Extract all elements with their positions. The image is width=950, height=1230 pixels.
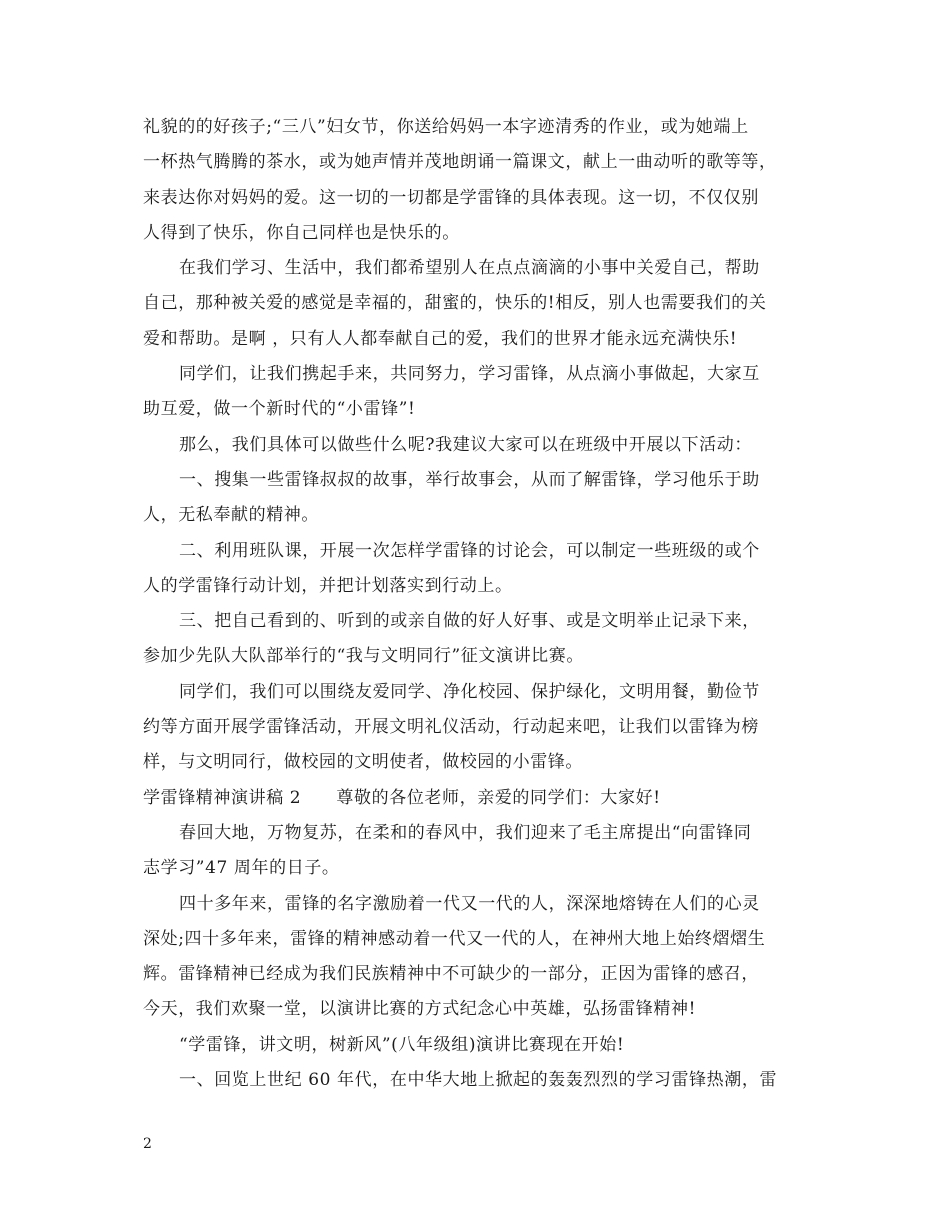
text-line: 约等方面开展学雷锋活动，开展文明礼仪活动，行动起来吧，让我们以雷锋为榜 (143, 717, 759, 738)
text-line: 学雷锋精神演讲稿 2 尊敬的各位老师，亲爱的同学们：大家好! (143, 787, 661, 808)
text-line: 在我们学习、生活中，我们都希望别人在点点滴滴的小事中关爱自己，帮助 (179, 258, 760, 279)
text-line: 三、把自己看到的、听到的或亲自做的好人好事、或是文明举止记录下来， (179, 611, 760, 632)
text-line: 来表达你对妈妈的爱。这一切的一切都是学雷锋的具体表现。这一切，不仅仅别 (143, 187, 759, 208)
text-line: 同学们，让我们携起手来，共同努力，学习雷锋，从点滴小事做起，大家互 (179, 364, 760, 385)
text-line: 辉。雷锋精神已经成为我们民族精神中不可缺少的一部分，正因为雷锋的感召， (143, 964, 759, 985)
text-line: 助互爱，做一个新时代的“小雷锋”! (143, 399, 416, 420)
text-line: 深处;四十多年来，雷锋的精神感动着一代又一代的人，在神州大地上始终熠熠生 (143, 928, 766, 949)
text-line: 春回大地，万物复苏，在柔和的春风中，我们迎来了毛主席提出“向雷锋同 (179, 822, 752, 843)
text-line: 一杯热气腾腾的茶水，或为她声情并茂地朗诵一篇课文，献上一曲动听的歌等等， (143, 152, 777, 173)
text-line: 自己，那种被关爱的感觉是幸福的，甜蜜的，快乐的!相反，别人也需要我们的关 (143, 293, 767, 314)
text-line: 二、利用班队课，开展一次怎样学雷锋的讨论会，可以制定一些班级的或个 (179, 540, 760, 561)
text-line: 人，无私奉献的精神。 (143, 505, 319, 526)
page-number: 2 (143, 1136, 152, 1152)
text-line: 同学们，我们可以围绕友爱同学、净化校园、保护绿化，文明用餐，勤俭节 (179, 681, 760, 702)
text-line: 志学习”47 周年的日子。 (143, 858, 340, 879)
text-line: 爱和帮助。是啊 ，只有人人都奉献自己的爱，我们的世界才能永远充满快乐! (143, 328, 738, 349)
text-line: 一、搜集一些雷锋叔叔的故事，举行故事会，从而了解雷锋，学习他乐于助 (179, 469, 760, 490)
text-line: 参加少先队大队部举行的“我与文明同行”征文演讲比赛。 (143, 646, 584, 667)
text-line: 四十多年来，雷锋的名字激励着一代又一代的人，深深地熔铸在人们的心灵 (179, 893, 760, 914)
text-line: 人得到了快乐，你自己同样也是快乐的。 (143, 222, 460, 243)
text-line: 一、回览上世纪 60 年代，在中华大地上掀起的轰轰烈烈的学习雷锋热潮，雷 (179, 1070, 778, 1091)
text-line: 礼貌的的好孩子;“三八”妇女节，你送给妈妈一本字迹清秀的作业，或为她端上 (143, 117, 749, 137)
text-line: 人的学雷锋行动计划，并把计划落实到行动上。 (143, 575, 513, 596)
text-line: 样，与文明同行，做校园的文明使者，做校园的小雷锋。 (143, 752, 583, 773)
document-body (143, 110, 813, 1098)
text-line: 今天，我们欢聚一堂，以演讲比赛的方式纪念心中英雄，弘扬雷锋精神! (143, 999, 697, 1020)
text-line: “学雷锋，讲文明，树新风”(八年级组)演讲比赛现在开始! (179, 1034, 625, 1055)
text-line: 那么，我们具体可以做些什么呢?我建议大家可以在班级中开展以下活动： (179, 434, 752, 455)
